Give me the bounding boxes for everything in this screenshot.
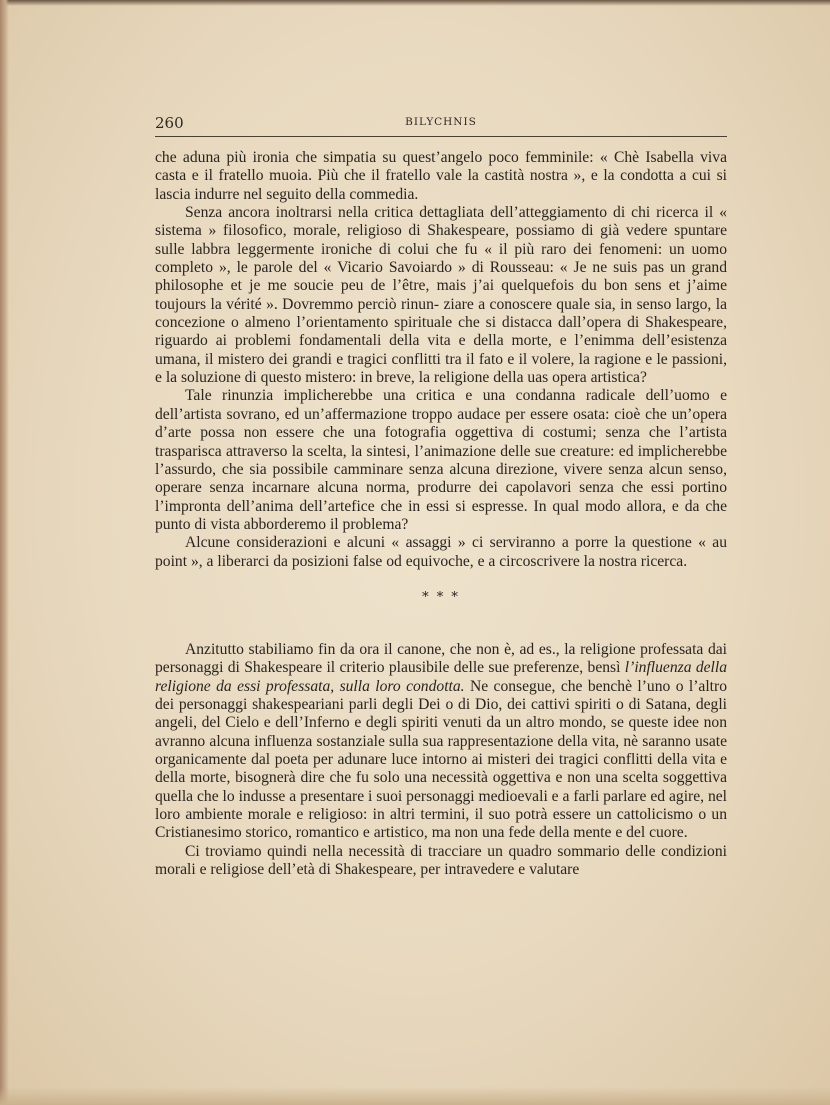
paragraph: Senza ancora inoltrarsi nella critica dettagliata dell’atteggiamento di chi ricerca il « sistema » filosofico, morale, religioso di Shakespeare, possiamo di già vedere spuntare sulle labbra leggermente ironiche di colui che fu « il più raro dei fenomeni: un uomo completo », le parole del « Vicario Savoiardo » di Rousseau: « Je ne suis pas un grand philosophe et je me soucie peu de l’être, mais j’ai quelquefois du bon sens et j’aime toujours la vérité ». Dovremmo perciò rinun- ziare a conoscere quale sia, in senso largo, la concezione o almeno l’orientamento spirituale che si distacca dall’opera di Shakespeare, riguardo ai problemi fondamentali della vita e della morte, e l’enimma dell’esistenza umana, il mistero dei grandi e tragici conflitti tra il fato e il volere, la ragione e le passioni, e la soluzione di questo mistero: in breve, la religione della uas opera artistica? [155, 204, 727, 387]
running-header [155, 112, 727, 137]
page-edge-left [0, 0, 9, 1105]
section-separator: * * * [422, 589, 460, 605]
running-title: BILYCHNIS [405, 116, 477, 128]
paragraph-text: Ne consegue, che benchè l’uno o l’altro dei personaggi shakespeariani parli degli Dei o di Dio, dei cattivi spiriti o di Satana, degli angeli, del Cielo e dell’Inferno e degli spiriti venuti da un altro mondo, se queste idee non avranno alcuna influenza sostanziale sulla sua rappresentazione della vita, nè saranno usate organicamente dal poeta per adunare luce intorno ai misteri dei tragici conflitti della vita e della morte, bisognerà dire che fu solo una necessità oggettiva e non una scelta soggettiva quella che lo indusse a presentare i suoi personaggi medioevali e a farli parlare ed agire, nel loro ambiente morale e religioso: in altri termini, il suo potrà essere un cattolicismo o un Cristianesimo storico, romantico e artistico, ma non una fede della mente e del cuore. [155, 677, 728, 842]
section-two [155, 641, 727, 879]
paragraph: Tale rinunzia implicherebbe una critica e una condanna radicale dell’uomo e dell’artista sovrano, ed un’affermazione troppo audace per essere osata: cioè che un’opera d’arte possa non essere che una fotografia oggettiva di costumi; senza che l’artista trasparisca attraverso la scelta, la sintesi, l’animazione delle sue creature: ed implicherebbe l’assurdo, che sia possibile camminare senza alcuna direzione, vivere senza alcun senso, operare senza incarnare alcuna norma, produrre dei capolavori senza che essi portino l’impronta dell’anima dell’artefice che in essi si espresse. In qual modo allora, e da che punto di vista abborderemo il problema? [155, 387, 727, 533]
italic-phrase: l’influenza della religione da essi professata, sulla loro condotta. [155, 659, 728, 695]
body-text [155, 149, 727, 879]
paragraph-text: Anzitutto stabiliamo fin da ora il canone, che non è, ad es., la religione professata dai personaggi di Shakespeare il criterio plausibile delle sue preferenze, bensì [155, 640, 727, 677]
paragraph [155, 641, 727, 843]
page-edge-top [0, 0, 830, 6]
paragraph: Ci troviamo quindi nella necessità di tracciare un quadro sommario delle condizioni morali e religiose dell’età di Shakespeare, per intravedere e valutare [155, 842, 727, 879]
paragraph: che aduna più ironia che simpatia su quest’angelo poco femminile: « Chè Isabella viva casta e il fratello muoia. Più che il fratello vale la castità nostra », e la condotta a cui si lascia indurre nel seguito della commedia. [155, 149, 727, 203]
page-edge-bottom [0, 1087, 830, 1105]
page-number: 260 [155, 114, 184, 132]
paragraph: Alcune considerazioni e alcuni « assaggi » ci serviranno a porre la questione « au point », a liberarci da posizioni false od equivoche, e a circoscrivere la nostra ricerca. [155, 534, 727, 570]
